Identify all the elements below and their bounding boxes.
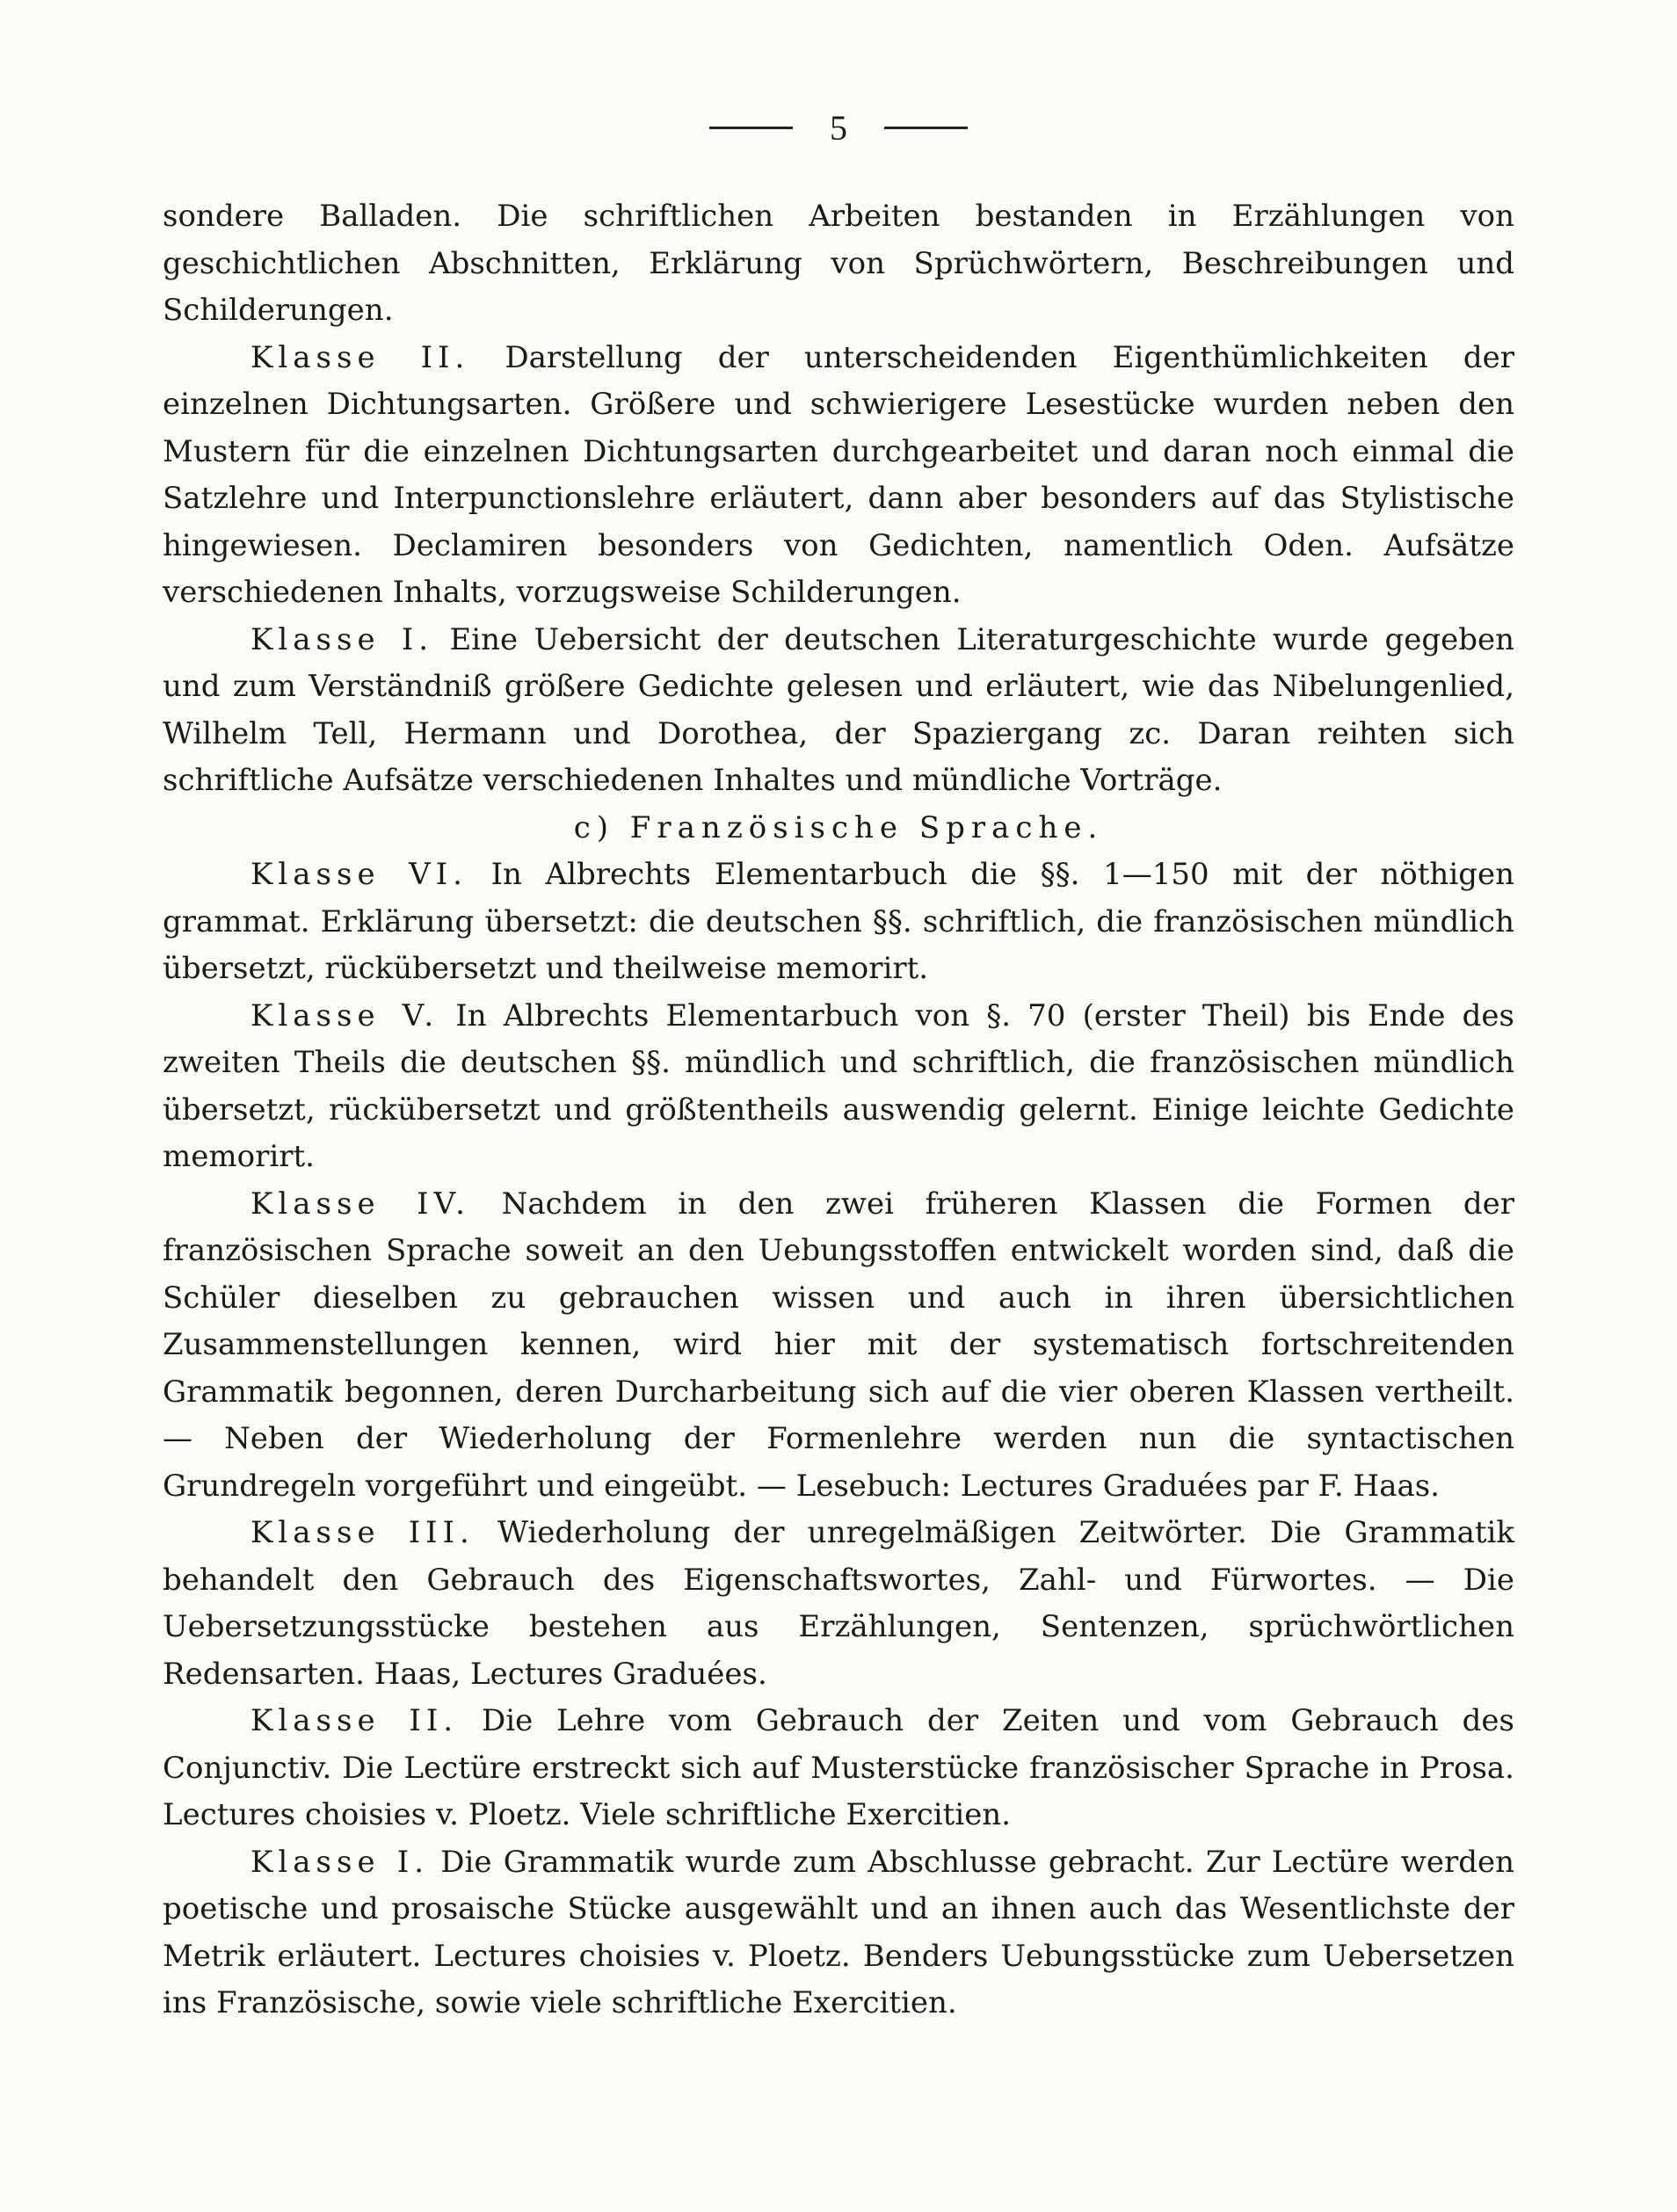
paragraph-french-klasse-2 [163,1698,1514,1839]
class-label: Klasse IV. [250,1186,470,1222]
class-label: Klasse I. [250,1844,430,1880]
paragraph-text: Die Lehre vom Gebrauch der Zeiten und vom Gebrauch des Conjunctiv. Die Lectüre erstreckt sich auf Musterstücke französischer Sprache in Prosa. Lectures choisies v. Ploetz. Viele schriftliche Exercitien. [163,1703,1514,1832]
paragraph-text: In Albrechts Elementarbuch von §. 70 (erster Theil) bis Ende des zweiten Theils die deutschen §§. mündlich und schriftlich, die französischen mündlich übersetzt, rückübersetzt und größtentheils auswendig gelernt. Einige leichte Gedichte memorirt. [163,997,1515,1174]
section-heading: c) Französische Sprache. [573,809,1104,845]
class-label: Klasse V. [250,997,439,1033]
paragraph-german-klasse-2 [163,335,1514,617]
class-label: Klasse II. [250,339,470,375]
paragraph-french-klasse-4 [163,1181,1514,1511]
paragraph-french-klasse-1 [163,1839,1514,2027]
class-label: Klasse I. [250,621,434,657]
paragraph-text: In Albrechts Elementarbuch die §§. 1—150 mit der nöthigen grammat. Erklärung übersetzt: die deutschen §§. schriftlich, die französischen mündlich übersetzt, rückübersetzt und theilweise memorirt. [163,857,1514,986]
page-body [163,193,1514,2027]
paragraph-continuation [163,193,1514,335]
header-rule-left [709,127,793,129]
paragraph-french-klasse-6 [163,852,1514,993]
paragraph-text: Nachdem in den zwei früheren Klassen die Formen der französischen Sprache soweit an den Uebungsstoffen entwickelt worden sind, daß die Schüler dieselben zu gebrauchen wissen und auch in ihren übersichtlichen Zusammenstellungen kennen, wird hier mit der systematisch fortschreitenden Grammatik begonnen, deren Durcharbeitung sich auf die vier oberen Klassen vertheilt. — Neben der Wiederholung der Formenlehre werden nun die syntactischen Grundregeln vorgeführt und eingeübt. — Lesebuch: Lectures Graduées par F. Haas. [163,1186,1515,1504]
paragraph-text: sondere Balladen. Die schriftlichen Arbeiten bestanden in Erzählungen von geschichtlichen Abschnitten, Erklärung von Sprüchwörtern, Beschreibungen und Schilderungen. [163,199,1514,328]
class-label: Klasse II. [250,1703,459,1738]
class-label: Klasse III. [250,1515,475,1550]
paragraph-text: Darstellung der unterscheidenden Eigenthümlichkeiten der einzelnen Dichtungsarten. Größere und schwierigere Lesestücke wurden neben den Mustern für die einzelnen Dichtungsarten durchgearbeitet und daran noch einmal die Satzlehre und Interpunctionslehre erläutert, dann aber besonders auf das Stylistische hingewiesen. Declamiren besonders von Gedichten, namentlich Oden. Aufsätze verschiedenen Inhalts, vorzugsweise Schilderungen. [163,339,1514,610]
page-header [163,97,1514,158]
class-label: Klasse VI. [250,857,468,892]
paragraph-text: Eine Uebersicht der deutschen Literaturgeschichte wurde gegeben und zum Verständniß größere Gedichte gelesen und erläutert, wie das Nibelungenlied, Wilhelm Tell, Hermann und Dorothea, der Spaziergang zc. Daran reihten sich schriftliche Aufsätze verschiedenen Inhaltes und mündliche Vorträge. [163,621,1515,798]
paragraph-text: Wiederholung der unregelmäßigen Zeitwörter. Die Grammatik behandelt den Gebrauch des Eigenschaftswortes, Zahl- und Fürwortes. — Die Uebersetzungsstücke bestehen aus Erzählungen, Sentenzen, sprüchwörtlichen Redensarten. Haas, Lectures Graduées. [163,1515,1514,1692]
page-number: 5 [830,107,847,148]
paragraph-french-klasse-5 [163,993,1514,1181]
header-rule-right [884,127,968,129]
paragraph-french-klasse-3 [163,1510,1514,1698]
paragraph-german-klasse-1 [163,617,1514,805]
paragraph-text: Die Grammatik wurde zum Abschlusse gebracht. Zur Lectüre werden poetische und prosaische Stücke ausgewählt und an ihnen auch das Wesentlichste der Metrik erläutert. Lectures choisies v. Ploetz. Benders Uebungsstücke zum Uebersetzen ins Französische, sowie viele schriftliche Exercitien. [163,1844,1515,2020]
